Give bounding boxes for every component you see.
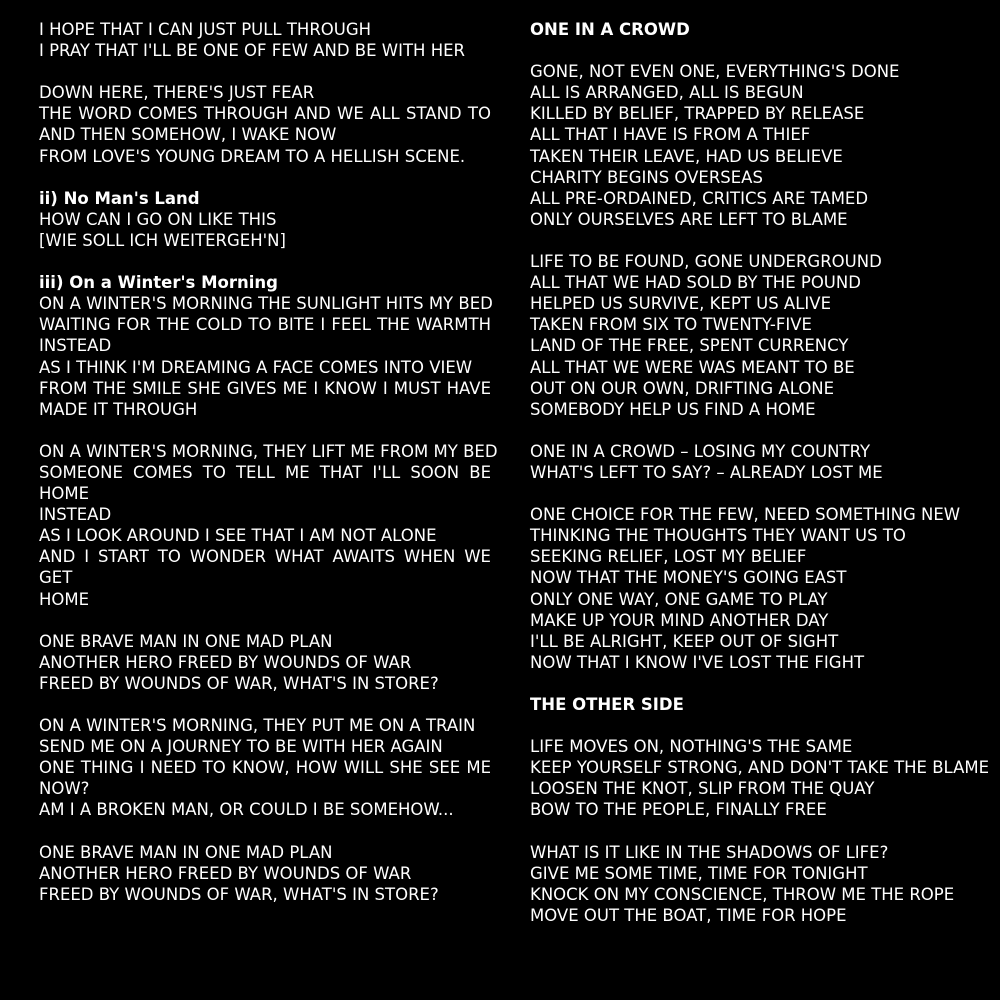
lyric-line: THINKING THE THOUGHTS THEY WANT US TO — [530, 526, 906, 546]
stanza — [530, 19, 970, 40]
stanza — [39, 188, 491, 251]
stanza — [530, 251, 970, 420]
lyric-line: SOMEONE COMES TO TELL ME THAT I'LL SOON BE HOME — [39, 462, 491, 504]
lyric-line: ON A WINTER'S MORNING THE SUNLIGHT HITS MY BED — [39, 294, 493, 314]
lyric-line: SEND ME ON A JOURNEY TO BE WITH HER AGAIN — [39, 737, 443, 757]
lyric-line: ALL THAT WE HAD SOLD BY THE POUND — [530, 273, 861, 293]
lyric-line: MOVE OUT THE BOAT, TIME FOR HOPE — [530, 905, 847, 925]
lyric-line: CHARITY BEGINS OVERSEAS — [530, 167, 763, 187]
stanza — [530, 694, 970, 715]
lyric-line: WHAT'S LEFT TO SAY? – ALREADY LOST ME — [530, 462, 883, 482]
stanza — [530, 504, 970, 673]
stanza — [39, 82, 491, 166]
lyric-line: ALL THAT WE WERE WAS MEANT TO BE — [530, 357, 855, 377]
lyric-line: ON A WINTER'S MORNING, THEY PUT ME ON A TRAIN — [39, 716, 476, 736]
section-heading: iii) On a Winter's Morning — [39, 273, 278, 293]
lyric-line: GONE, NOT EVEN ONE, EVERYTHING'S DONE — [530, 62, 900, 82]
lyric-line: ON A WINTER'S MORNING, THEY LIFT ME FROM MY BED — [39, 441, 498, 461]
lyric-line: [WIE SOLL ICH WEITERGEH'N] — [39, 230, 286, 250]
lyric-line: ONE BRAVE MAN IN ONE MAD PLAN — [39, 631, 333, 651]
lyric-line: FREED BY WOUNDS OF WAR, WHAT'S IN STORE? — [39, 673, 439, 693]
lyric-line: ANOTHER HERO FREED BY WOUNDS OF WAR — [39, 863, 412, 883]
stanza — [39, 272, 491, 420]
lyric-line: ANOTHER HERO FREED BY WOUNDS OF WAR — [39, 652, 412, 672]
lyric-line: HOME — [39, 589, 90, 609]
lyric-line: ONLY ONE WAY, ONE GAME TO PLAY — [530, 589, 828, 609]
lyric-line: TAKEN FROM SIX TO TWENTY-FIVE — [530, 315, 812, 335]
lyric-line: HOW CAN I GO ON LIKE THIS — [39, 209, 277, 229]
lyric-line: I PRAY THAT I'LL BE ONE OF FEW AND BE WITH HER — [39, 41, 466, 61]
lyric-line: SEEKING RELIEF, LOST MY BELIEF — [530, 547, 807, 567]
lyric-line: AM I A BROKEN MAN, OR COULD I BE SOMEHOW... — [39, 800, 454, 820]
stanza — [39, 715, 491, 820]
stanza — [39, 19, 491, 61]
lyric-line: NOW THAT I KNOW I'VE LOST THE FIGHT — [530, 652, 865, 672]
lyric-line: ONE CHOICE FOR THE FEW, NEED SOMETHING NEW — [530, 505, 961, 525]
stanza — [530, 842, 970, 926]
lyric-line: ALL THAT I HAVE IS FROM A THIEF — [530, 125, 811, 145]
lyric-line: FROM THE SMILE SHE GIVES ME I KNOW I MUST HAVE — [39, 378, 491, 398]
lyric-line: THE WORD COMES THROUGH AND WE ALL STAND TO — [39, 104, 491, 124]
lyric-line: DOWN HERE, THERE'S JUST FEAR — [39, 83, 315, 103]
stanza — [530, 61, 970, 230]
lyric-line: GIVE ME SOME TIME, TIME FOR TONIGHT — [530, 863, 868, 883]
lyric-line: KEEP YOURSELF STRONG, AND DON'T TAKE THE BLAME — [530, 758, 990, 778]
lyric-line: MAKE UP YOUR MIND ANOTHER DAY — [530, 610, 829, 630]
lyric-line: ONLY OURSELVES ARE LEFT TO BLAME — [530, 209, 848, 229]
stanza — [39, 842, 491, 905]
lyric-line: ALL IS ARRANGED, ALL IS BEGUN — [530, 83, 804, 103]
lyric-line: SOMEBODY HELP US FIND A HOME — [530, 399, 816, 419]
lyric-line: WAITING FOR THE COLD TO BITE I FEEL THE WARMTH — [39, 315, 491, 335]
lyric-line: LOOSEN THE KNOT, SLIP FROM THE QUAY — [530, 779, 875, 799]
lyric-line: AS I LOOK AROUND I SEE THAT I AM NOT ALONE — [39, 526, 437, 546]
lyric-line: ONE THING I NEED TO KNOW, HOW WILL SHE SEE ME — [39, 758, 491, 778]
lyric-line: TAKEN THEIR LEAVE, HAD US BELIEVE — [530, 146, 843, 166]
section-heading: THE OTHER SIDE — [530, 695, 684, 714]
lyric-line: WHAT IS IT LIKE IN THE SHADOWS OF LIFE? — [530, 842, 889, 862]
stanza — [39, 441, 498, 610]
lyric-line: I HOPE THAT I CAN JUST PULL THROUGH — [39, 20, 372, 39]
lyric-line: LAND OF THE FREE, SPENT CURRENCY — [530, 336, 849, 356]
lyric-line: ONE BRAVE MAN IN ONE MAD PLAN — [39, 842, 333, 862]
lyric-line: LIFE MOVES ON, NOTHING'S THE SAME — [530, 737, 853, 757]
section-heading: ii) No Man's Land — [39, 188, 200, 208]
lyric-line: FREED BY WOUNDS OF WAR, WHAT'S IN STORE? — [39, 884, 439, 904]
lyric-line: I'LL BE ALRIGHT, KEEP OUT OF SIGHT — [530, 631, 839, 651]
lyrics-column-left — [39, 19, 498, 926]
section-heading: ONE IN A CROWD — [530, 20, 690, 39]
lyric-line: OUT ON OUR OWN, DRIFTING ALONE — [530, 378, 835, 398]
lyric-line: FROM LOVE'S YOUNG DREAM TO A HELLISH SCENE. — [39, 146, 466, 166]
stanza — [530, 441, 970, 483]
lyric-line: AND THEN SOMEHOW, I WAKE NOW — [39, 125, 337, 145]
lyric-line: ALL PRE-ORDAINED, CRITICS ARE TAMED — [530, 188, 869, 208]
lyrics-column-right — [530, 19, 990, 947]
lyric-line: MADE IT THROUGH — [39, 399, 198, 419]
lyric-line: NOW? — [39, 779, 90, 799]
lyric-line: LIFE TO BE FOUND, GONE UNDERGROUND — [530, 252, 882, 272]
lyric-line: INSTEAD — [39, 336, 112, 356]
lyric-line: ONE IN A CROWD – LOSING MY COUNTRY — [530, 441, 871, 461]
lyric-line: NOW THAT THE MONEY'S GOING EAST — [530, 568, 847, 588]
lyric-line: KILLED BY BELIEF, TRAPPED BY RELEASE — [530, 104, 865, 124]
stanza — [39, 631, 491, 694]
lyric-line: AND I START TO WONDER WHAT AWAITS WHEN WE GET — [39, 547, 491, 588]
lyric-line: INSTEAD — [39, 505, 112, 525]
stanza — [530, 736, 990, 820]
lyric-line: KNOCK ON MY CONSCIENCE, THROW ME THE ROPE — [530, 884, 955, 904]
lyric-line: BOW TO THE PEOPLE, FINALLY FREE — [530, 800, 827, 820]
lyric-line: AS I THINK I'M DREAMING A FACE COMES INTO VIEW — [39, 357, 473, 377]
lyric-line: HELPED US SURVIVE, KEPT US ALIVE — [530, 294, 831, 314]
